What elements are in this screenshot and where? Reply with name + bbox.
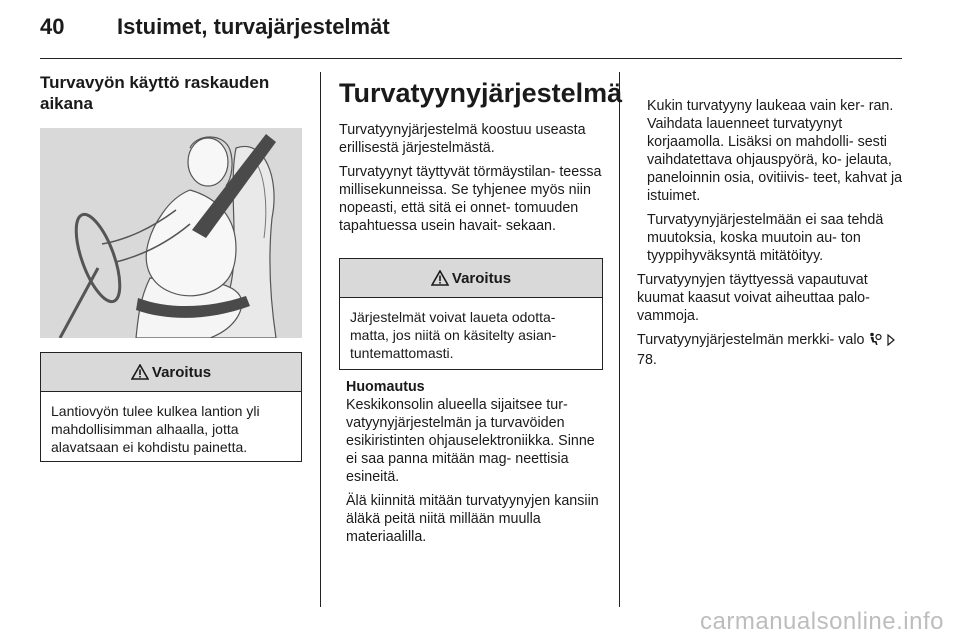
warning-box-middle <box>339 258 603 370</box>
right-column-text <box>637 97 905 369</box>
pregnant-driver-seatbelt-illustration <box>40 128 302 338</box>
page-header-title: Istuimet, turvajärjestelmät <box>117 14 390 39</box>
page-reference-arrow-icon[interactable] <box>886 333 896 351</box>
column-divider-left <box>320 72 321 607</box>
paragraph: Turvatyynyt täyttyvät törmäystilan- teessa millisekunneissa. Se tyhjenee myös niin nopeasti, että sitä ei onnet- tomuuden tapahtuessa usein havait- sekaan. <box>339 164 602 234</box>
middle-intro <box>339 121 604 235</box>
warning-header <box>41 353 301 392</box>
section-heading: Turvavyön käyttö raskauden aikana <box>40 73 270 113</box>
paragraph: Turvatyynyjärjestelmä koostuu useasta erillisestä järjestelmästä. <box>339 122 586 156</box>
section-title: Turvatyynyjärjestelmä <box>339 78 623 108</box>
column-divider-right <box>619 72 620 607</box>
note-title: Huomautus <box>346 379 425 395</box>
paragraph: Keskikonsolin alueella sijaitsee tur- vatyynyjärjestelmän ja turvavöiden esikiristinten ohjauselektroniikka. Sinne ei saa panna mitään mag- neettisia esineitä. <box>346 397 595 485</box>
warning-body: Lantiovyön tulee kulkea lantion yli mahdollisimman alhaalla, jotta alavatsaan ei kohdistu painetta. <box>51 403 260 455</box>
warning-body: Järjestelmät voivat laueta odotta- matta, jos niitä on käsitelty asian- tuntemattomasti. <box>350 309 557 361</box>
warning-title: Varoitus <box>451 269 512 287</box>
airbag-warning-icon <box>868 332 882 351</box>
paragraph-with-reference <box>637 331 905 369</box>
page-reference[interactable]: 78. <box>637 352 657 368</box>
warning-title: Varoitus <box>151 363 212 381</box>
page-number: 40 <box>40 14 65 39</box>
warning-triangle-icon <box>431 270 449 286</box>
paragraph-text: Turvatyynyjärjestelmän merkki- valo <box>637 332 865 348</box>
page-header <box>40 0 902 59</box>
watermark: carmanualsonline.info <box>700 608 944 635</box>
paragraph: Turvatyynyjen täyttyessä vapautuvat kuumat kaasut voivat aiheuttaa palo- vammoja. <box>637 272 870 324</box>
paragraph: Älä kiinnitä mitään turvatyynyjen kansiin äläkä peitä niitä millään muulla materiaalilla. <box>346 493 599 545</box>
note-block <box>346 378 606 546</box>
paragraph: Kukin turvatyyny laukeaa vain ker- ran. Vaihdata lauenneet turvatyynyt korjaamolla. Lisäksi on mahdolli- sesti vaihdatettava ohjauspyörä, ko- jelauta, paneloinnin osia, ovitiivis- teet, kahvat ja istuimet. <box>647 98 903 204</box>
warning-header <box>340 259 602 298</box>
warning-triangle-icon <box>131 364 149 380</box>
warning-box-left <box>40 352 302 462</box>
paragraph: Turvatyynyjärjestelmään ei saa tehdä muutoksia, koska muutoin au- ton tyyppihyväksyntä mitätöityy. <box>647 212 884 264</box>
